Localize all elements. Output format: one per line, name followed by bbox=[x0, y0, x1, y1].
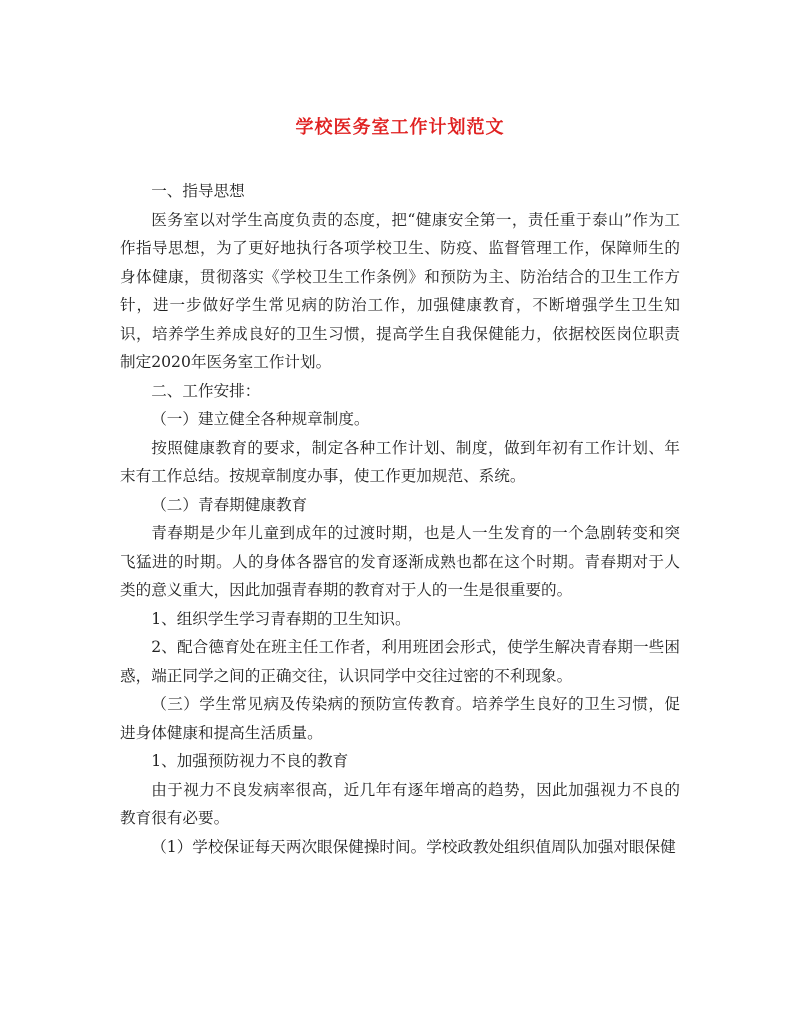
paragraph-vision: 由于视力不良发病率很高，近几年有逐年增高的趋势，因此加强视力不良的教育很有必要。 bbox=[120, 780, 680, 827]
document-title: 学校医务室工作计划范文 bbox=[295, 117, 505, 138]
list-item-adolescent-2: 2、配合德育处在班主任工作者，利用班团会形式，使学生解决青春期一些困惑，端正同学之间的正确交往，认识同学中交往过密的不利现象。 bbox=[120, 638, 680, 685]
paragraph-guiding-thought: 医务室以对学生高度负责的态度，把“健康安全第一，责任重于泰山”作为工作指导思想，为了更好地执行各项学校卫生、防疫、监督管理工作，保障师生的身体健康，贯彻落实《学校卫生工作条例》和预防为主、防治结合的卫生工作方针，进一步做好学生常见病的防治工作，加强健康教育，不断增强学生卫生知识，培养学生养成良好的卫生习惯，提高学生自我保健能力，依据校医岗位职责制定2020年医务室工作计划。 bbox=[120, 210, 680, 371]
paragraph-rules-system: 按照健康教育的要求，制定各种工作计划、制度，做到年初有工作计划、年末有工作总结。按规章制度办事，使工作更加规范、系统。 bbox=[120, 438, 680, 485]
document-body bbox=[120, 177, 680, 861]
section-heading-work-arrangement: 二、工作安排： bbox=[151, 381, 261, 400]
subheading-rules-system: （一）建立健全各种规章制度。 bbox=[151, 410, 370, 428]
list-item-vision-1: 1、加强预防视力不良的教育 bbox=[151, 752, 349, 770]
subheading-disease-prevention: （三）学生常见病及传染病的预防宣传教育。培养学生良好的卫生习惯，促进身体健康和提高生活质量。 bbox=[120, 695, 680, 742]
subheading-adolescent-education: （二）青春期健康教育 bbox=[151, 495, 308, 514]
list-item-eye-exercise: （1）学校保证每天两次眼保健操时间。学校政教处组织值周队加强对眼保健 bbox=[151, 837, 676, 856]
list-item-adolescent-1: 1、组织学生学习青春期的卫生知识。 bbox=[151, 609, 411, 628]
section-heading-guiding-thought: 一、指导思想 bbox=[151, 182, 245, 200]
paragraph-adolescent-education: 青春期是少年儿童到成年的过渡时期，也是人一生发育的一个急剧转变和突飞猛进的时期。人的身体各器官的发育逐渐成熟也都在这个时期。青春期对于人类的意义重大，因此加强青春期的教育对于人的一生是很重要的。 bbox=[120, 524, 680, 599]
